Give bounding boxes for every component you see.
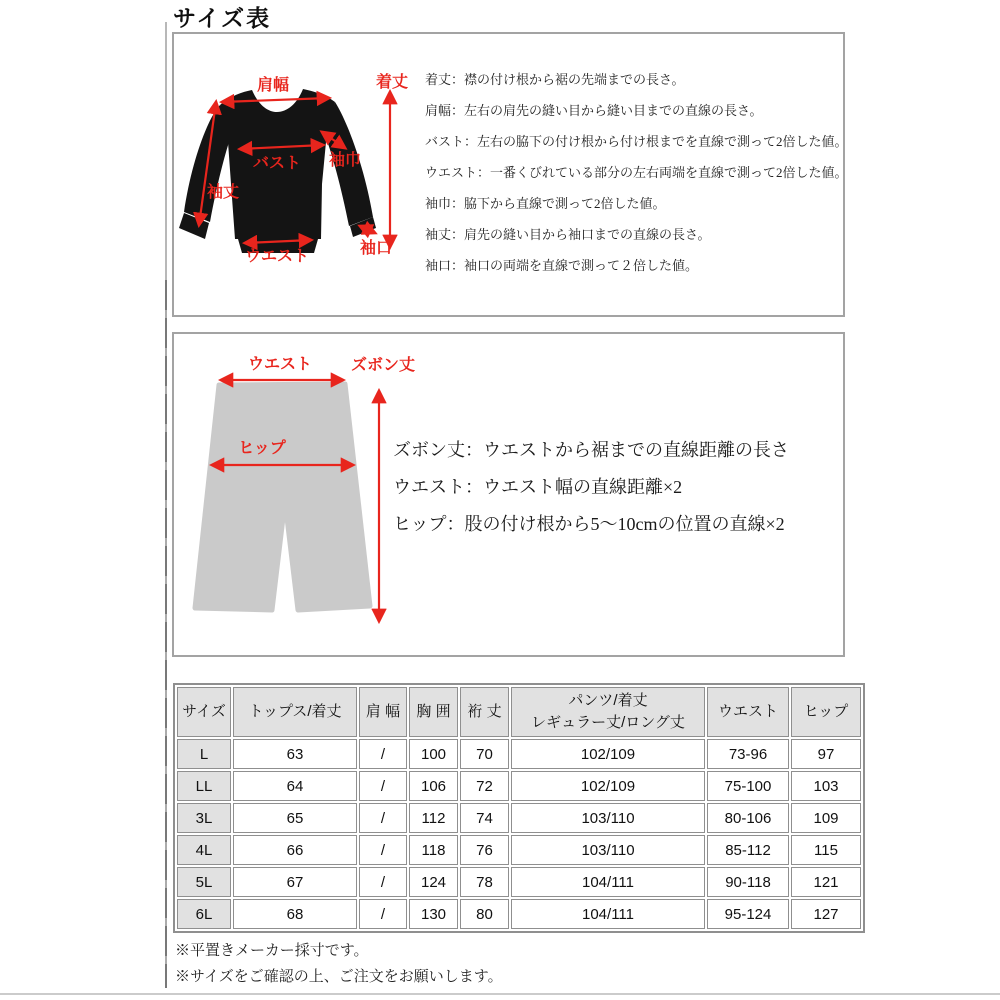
definition-line: 袖丈：肩先の縫い目から袖口までの直線の長さ。 [425,227,711,242]
definition-line: 袖口：袖口の両端を直線で測って２倍した値。 [425,258,699,273]
table-cell: 102/109 [511,739,705,769]
table-cell: 112 [409,803,458,833]
table-cell: 68 [233,899,357,929]
table-cell: 76 [460,835,509,865]
table-cell: 78 [460,867,509,897]
table-cell: / [359,899,407,929]
pants-length-label: ズボン丈 [350,357,415,374]
table-cell: 67 [233,867,357,897]
bust-label: バスト [252,155,301,172]
col-header-pants-line2: レギュラー丈/ロング丈 [531,714,685,731]
table-row [177,899,861,929]
col-header-pants-length [511,687,705,737]
size-cell: LL [177,771,231,801]
table-cell: 103/110 [511,803,705,833]
table-cell: 106 [409,771,458,801]
col-header-chest: 胸 囲 [409,687,458,737]
pants-silhouette [195,384,370,610]
footnotes [175,938,503,990]
definition-line: ウエスト：一番くびれている部分の左右両端を直線で測って2倍した値。 [425,165,848,180]
table-cell: 80 [460,899,509,929]
table-cell: 118 [409,835,458,865]
table-cell: / [359,867,407,897]
definition-line: ヒップ：股の付け根から5～10cmの位置の直線×2 [393,514,785,534]
size-cell: 5L [177,867,231,897]
col-header-shoulder: 肩 幅 [359,687,407,737]
table-cell: 103 [791,771,861,801]
table-cell: 95-124 [707,899,789,929]
table-cell: 80-106 [707,803,789,833]
size-cell: 4L [177,835,231,865]
left-edge-line [165,22,167,280]
table-row [177,771,861,801]
tops-waist-label: ウエスト [244,248,309,265]
table-cell: 66 [233,835,357,865]
col-header-waist: ウエスト [707,687,789,737]
bottom-divider [0,993,1000,995]
size-cell: L [177,739,231,769]
pants-measurement-panel [172,332,845,657]
size-cell: 6L [177,899,231,929]
left-edge-line-lower [165,280,167,988]
col-header-sleeve: 裄 丈 [460,687,509,737]
table-cell: 73-96 [707,739,789,769]
table-cell: 109 [791,803,861,833]
table-cell: 100 [409,739,458,769]
table-cell: 124 [409,867,458,897]
footnote-line: ※平置きメーカー採寸です。 [175,942,369,959]
definition-line: 肩幅：左右の肩先の縫い目から縫い目までの直線の長さ。 [425,103,763,118]
body-length-label: 着丈 [375,74,408,91]
cuff-label: 袖口 [359,240,392,257]
table-cell: 104/111 [511,899,705,929]
table-header-row [177,687,861,737]
tops-measurement-panel [172,32,848,317]
pants-definitions [393,432,841,543]
table-cell: 97 [791,739,861,769]
table-cell: 130 [409,899,458,929]
sleeve-width-label: 袖巾 [328,152,361,169]
definition-line: バスト：左右の脇下の付け根から付け根までを直線で測って2倍した値。 [425,134,848,149]
hip-label: ヒップ [238,440,286,457]
table-cell: 75-100 [707,771,789,801]
definition-line: 袖巾：脇下から直線で測って2倍した値。 [425,196,666,211]
table-cell: / [359,739,407,769]
table-cell: 115 [791,835,861,865]
definition-line: ズボン丈：ウエストから裾までの直線距離の長さ [393,440,789,460]
pants-waist-label: ウエスト [247,356,312,373]
table-cell: 104/111 [511,867,705,897]
definition-line: 着丈：襟の付け根から裾の先端までの長さ。 [425,72,685,87]
table-row [177,803,861,833]
tops-definitions [425,64,848,281]
table-row [177,867,861,897]
table-cell: 65 [233,803,357,833]
table-cell: 102/109 [511,771,705,801]
col-header-pants-line1: パンツ/着丈 [568,692,648,710]
table-cell: 103/110 [511,835,705,865]
col-header-tops-length: トップス/着丈 [233,687,357,737]
table-cell: / [359,803,407,833]
size-table [173,683,865,933]
footnote-line: ※サイズをご確認の上、ご注文をお願いします。 [175,968,503,985]
table-cell: 121 [791,867,861,897]
table-cell: 74 [460,803,509,833]
table-cell: 63 [233,739,357,769]
col-header-hip: ヒップ [791,687,861,737]
table-cell: 70 [460,739,509,769]
size-cell: 3L [177,803,231,833]
table-cell: 85-112 [707,835,789,865]
table-row [177,835,861,865]
definition-line: ウエスト：ウエスト幅の直線距離×2 [393,477,683,497]
table-cell: 72 [460,771,509,801]
table-cell: 64 [233,771,357,801]
page-title: サイズ表 [173,6,272,31]
sleeve-length-label: 袖丈 [206,184,239,201]
col-header-size: サイズ [177,687,231,737]
table-cell: 127 [791,899,861,929]
shoulder-width-label: 肩幅 [256,77,289,94]
table-cell: / [359,771,407,801]
table-row [177,739,861,769]
table-cell: / [359,835,407,865]
table-cell: 90-118 [707,867,789,897]
